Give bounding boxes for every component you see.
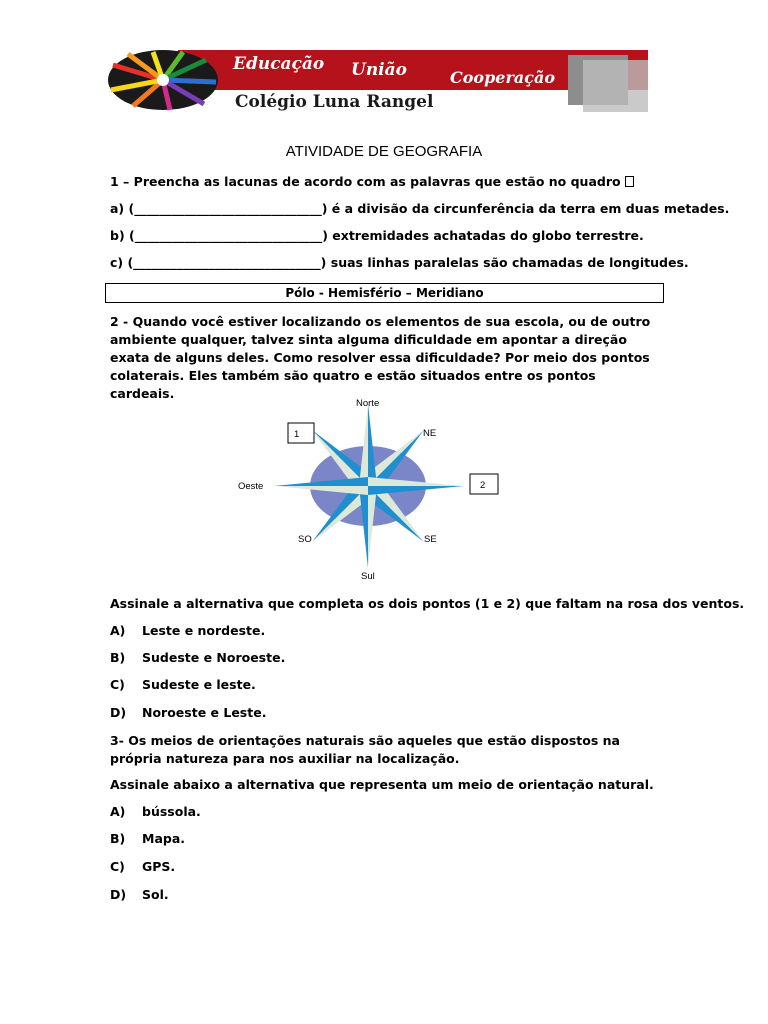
- q1-item-c: c) (______________________________) suas linhas paralelas são chamadas de longitudes.: [110, 255, 689, 270]
- q3-option-d: [110, 886, 169, 904]
- option-text: Leste e nordeste.: [142, 623, 266, 638]
- q1-item-b: b) (______________________________) extremidades achatadas do globo terrestre.: [110, 228, 644, 243]
- school-header-banner: [108, 50, 653, 112]
- q3-question: Assinale abaixo a alternativa que representa um meio de orientação natural.: [110, 777, 654, 792]
- compass-label-south: Sul: [361, 571, 375, 582]
- compass-rose-figure: [228, 392, 508, 582]
- q1-item-a: a) (______________________________) é a divisão da circunferência da terra em duas metades.: [110, 201, 730, 216]
- missing-glyph-icon: [625, 176, 634, 187]
- q2-option-a: [110, 622, 265, 640]
- compass-label-se: SE: [424, 534, 437, 545]
- compass-box-2-label: 2: [480, 480, 486, 491]
- q2-option-d: [110, 704, 266, 722]
- banner-word-educacao: Educação: [233, 54, 325, 74]
- option-letter: D): [110, 705, 127, 720]
- q2-question: Assinale a alternativa que completa os dois pontos (1 e 2) que faltam na rosa dos ventos.: [110, 596, 745, 611]
- compass-box-1-label: 1: [294, 429, 300, 440]
- option-text: Sol.: [142, 887, 169, 902]
- page-title: ATIVIDADE DE GEOGRAFIA: [285, 143, 483, 160]
- option-letter: A): [110, 804, 126, 819]
- compass-label-ne: NE: [423, 428, 437, 439]
- compass-label-west: Oeste: [238, 481, 264, 492]
- option-letter: C): [110, 859, 125, 874]
- word-box: Pólo - Hemisfério – Meridiano: [105, 283, 664, 303]
- banner-word-uniao: União: [351, 60, 407, 80]
- q3-option-c: [110, 858, 175, 876]
- q3-text: 3- Os meios de orientações naturais são aqueles que estão dispostos na própria natureza para nos auxiliar na localização.: [110, 733, 620, 766]
- option-text: Mapa.: [142, 831, 186, 846]
- q3-option-b: [110, 830, 185, 848]
- option-letter: C): [110, 677, 125, 692]
- banner-word-cooperacao: Cooperação: [450, 68, 556, 87]
- option-text: GPS.: [142, 859, 176, 874]
- q1-prompt-text: 1 – Preencha as lacunas de acordo com as palavras que estão no quadro: [110, 174, 625, 189]
- option-letter: B): [110, 650, 126, 665]
- option-text: Sudeste e leste.: [142, 677, 256, 692]
- q1-prompt: [110, 173, 634, 191]
- option-text: bússola.: [142, 804, 201, 819]
- q2-option-c: [110, 676, 256, 694]
- q2-text: 2 - Quando você estiver localizando os elementos de sua escola, ou de outro ambiente qualquer, talvez sinta alguma dificuldade em apontar a direção exata de alguns deles. Como resolver essa dificuldade? Por meio dos pontos colaterais. Eles também são quatro e estão situados entre os pontos cardeais.: [110, 314, 651, 401]
- option-text: Noroeste e Leste.: [142, 705, 267, 720]
- option-letter: B): [110, 831, 126, 846]
- q2-option-b: [110, 649, 285, 667]
- compass-box-1: [288, 423, 314, 443]
- q3-option-a: [110, 803, 201, 821]
- option-letter: D): [110, 887, 127, 902]
- school-name: Colégio Luna Rangel: [235, 92, 434, 112]
- compass-label-so: SO: [298, 534, 312, 545]
- option-letter: A): [110, 623, 126, 638]
- compass-label-north: Norte: [356, 398, 380, 409]
- option-text: Sudeste e Noroeste.: [142, 650, 286, 665]
